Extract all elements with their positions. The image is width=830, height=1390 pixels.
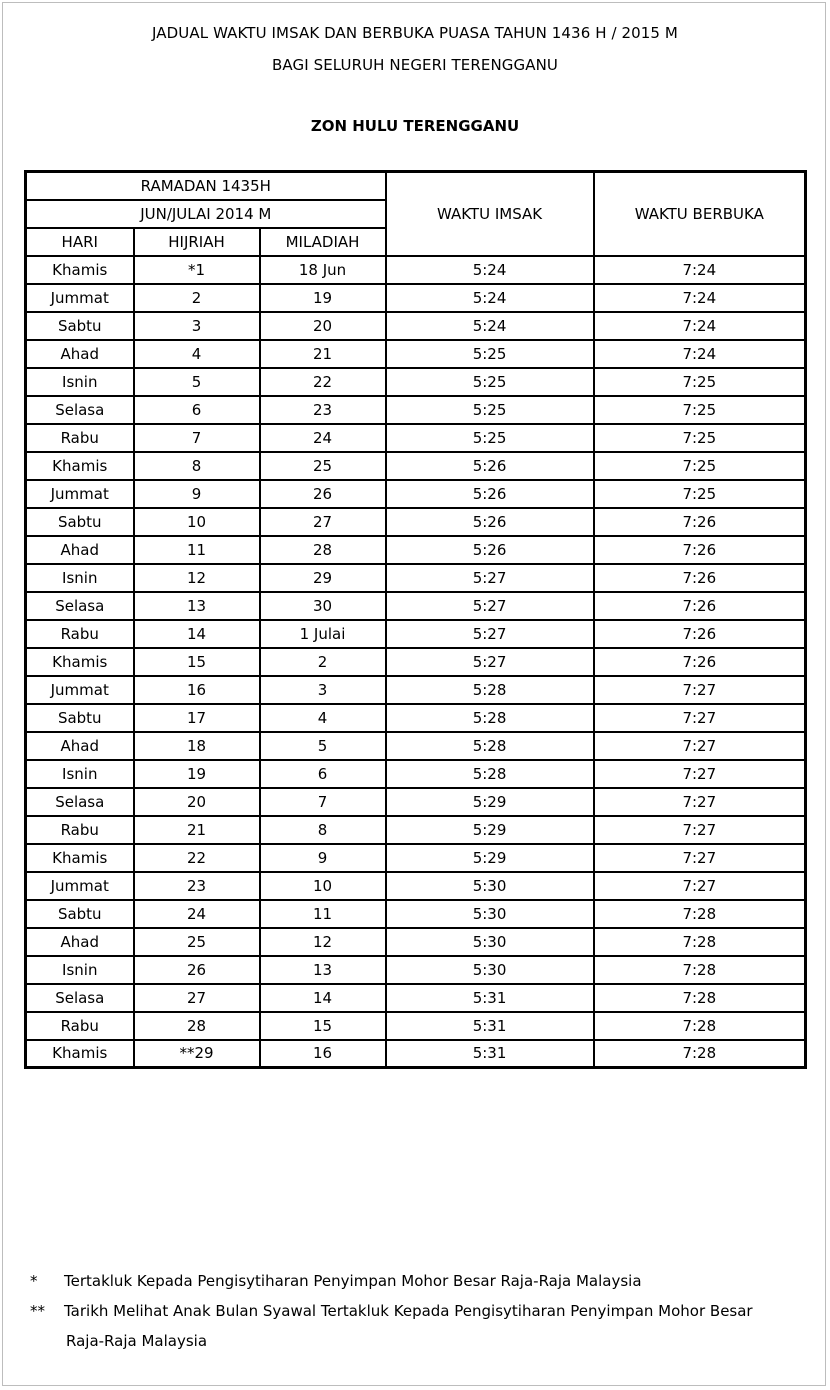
hari-cell: Rabu xyxy=(26,816,134,844)
miladiah-cell: 8 xyxy=(260,816,386,844)
hari-cell: Isnin xyxy=(26,956,134,984)
berbuka-cell: 7:27 xyxy=(594,760,806,788)
table-row xyxy=(26,844,806,872)
footnote-2-continuation: Raja-Raja Malaysia xyxy=(66,1332,208,1350)
hari-cell: Selasa xyxy=(26,788,134,816)
hijriah-cell: 14 xyxy=(134,620,260,648)
hari-cell: Ahad xyxy=(26,928,134,956)
berbuka-cell: 7:26 xyxy=(594,620,806,648)
miladiah-cell: 15 xyxy=(260,1012,386,1040)
miladiah-cell: 27 xyxy=(260,508,386,536)
hijriah-cell: 3 xyxy=(134,312,260,340)
hijriah-cell: 9 xyxy=(134,480,260,508)
imsak-cell: 5:25 xyxy=(386,424,594,452)
miladiah-cell: 26 xyxy=(260,480,386,508)
table-row xyxy=(26,648,806,676)
imsak-cell: 5:24 xyxy=(386,312,594,340)
miladiah-cell: 29 xyxy=(260,564,386,592)
table-row xyxy=(26,620,806,648)
hari-cell: Isnin xyxy=(26,760,134,788)
imsak-cell: 5:29 xyxy=(386,816,594,844)
imsak-cell: 5:30 xyxy=(386,928,594,956)
imsak-cell: 5:29 xyxy=(386,844,594,872)
hari-cell: Isnin xyxy=(26,564,134,592)
berbuka-cell: 7:27 xyxy=(594,676,806,704)
hari-cell: Khamis xyxy=(26,256,134,284)
hari-cell: Ahad xyxy=(26,340,134,368)
table-row xyxy=(26,480,806,508)
hari-cell: Khamis xyxy=(26,452,134,480)
berbuka-cell: 7:26 xyxy=(594,648,806,676)
hari-cell: Selasa xyxy=(26,984,134,1012)
table-row xyxy=(26,1012,806,1040)
footnote-text: Tarikh Melihat Anak Bulan Syawal Tertakluk Kepada Pengisytiharan Penyimpan Mohor Besar xyxy=(64,1302,753,1320)
hari-cell: Sabtu xyxy=(26,704,134,732)
miladiah-cell: 12 xyxy=(260,928,386,956)
document-title: JADUAL WAKTU IMSAK DAN BERBUKA PUASA TAHUN 1436 H / 2015 M xyxy=(152,24,678,42)
hari-cell: Selasa xyxy=(26,592,134,620)
table-row xyxy=(26,340,806,368)
imsak-cell: 5:31 xyxy=(386,1040,594,1068)
berbuka-cell: 7:27 xyxy=(594,844,806,872)
berbuka-cell: 7:28 xyxy=(594,1040,806,1068)
hijriah-cell: 27 xyxy=(134,984,260,1012)
berbuka-cell: 7:27 xyxy=(594,816,806,844)
berbuka-cell: 7:27 xyxy=(594,732,806,760)
table-row xyxy=(26,788,806,816)
hijriah-cell: 15 xyxy=(134,648,260,676)
hari-cell: Rabu xyxy=(26,424,134,452)
hijriah-cell: 12 xyxy=(134,564,260,592)
hari-cell: Ahad xyxy=(26,536,134,564)
hijriah-cell: 23 xyxy=(134,872,260,900)
hari-cell: Khamis xyxy=(26,648,134,676)
table-row xyxy=(26,424,806,452)
footnote-text: Tertakluk Kepada Pengisytiharan Penyimpan Mohor Besar Raja-Raja Malaysia xyxy=(64,1272,642,1290)
imsak-cell: 5:31 xyxy=(386,984,594,1012)
table-row xyxy=(26,368,806,396)
miladiah-cell: 18 Jun xyxy=(260,256,386,284)
berbuka-header: WAKTU BERBUKA xyxy=(594,172,806,256)
miladiah-cell: 22 xyxy=(260,368,386,396)
berbuka-cell: 7:27 xyxy=(594,788,806,816)
berbuka-cell: 7:24 xyxy=(594,312,806,340)
miladiah-cell: 20 xyxy=(260,312,386,340)
imsak-cell: 5:27 xyxy=(386,592,594,620)
miladiah-cell: 10 xyxy=(260,872,386,900)
miladiah-cell: 23 xyxy=(260,396,386,424)
hari-cell: Sabtu xyxy=(26,312,134,340)
miladiah-cell: 25 xyxy=(260,452,386,480)
hari-cell: Jummat xyxy=(26,480,134,508)
hijriah-cell: 4 xyxy=(134,340,260,368)
imsak-cell: 5:28 xyxy=(386,732,594,760)
imsak-cell: 5:30 xyxy=(386,872,594,900)
hari-cell: Isnin xyxy=(26,368,134,396)
berbuka-cell: 7:24 xyxy=(594,284,806,312)
table-row xyxy=(26,284,806,312)
miladiah-cell: 7 xyxy=(260,788,386,816)
berbuka-cell: 7:28 xyxy=(594,900,806,928)
miladiah-cell: 14 xyxy=(260,984,386,1012)
berbuka-cell: 7:28 xyxy=(594,956,806,984)
schedule-body xyxy=(26,256,806,1068)
hari-cell: Jummat xyxy=(26,676,134,704)
imsak-cell: 5:24 xyxy=(386,284,594,312)
berbuka-cell: 7:24 xyxy=(594,256,806,284)
imsak-cell: 5:31 xyxy=(386,1012,594,1040)
miladiah-cell: 9 xyxy=(260,844,386,872)
hari-cell: Rabu xyxy=(26,620,134,648)
table-row xyxy=(26,452,806,480)
table-row xyxy=(26,928,806,956)
footnote-2 xyxy=(30,1296,810,1326)
imsak-cell: 5:30 xyxy=(386,956,594,984)
miladiah-cell: 6 xyxy=(260,760,386,788)
miladiah-cell: 16 xyxy=(260,1040,386,1068)
hijriah-cell: 7 xyxy=(134,424,260,452)
hijriah-cell: 25 xyxy=(134,928,260,956)
berbuka-cell: 7:24 xyxy=(594,340,806,368)
hijriah-cell: 16 xyxy=(134,676,260,704)
miladiah-header: MILADIAH xyxy=(260,228,386,256)
hijriah-cell: *1 xyxy=(134,256,260,284)
berbuka-cell: 7:27 xyxy=(594,872,806,900)
hijriah-cell: 5 xyxy=(134,368,260,396)
hijriah-cell: 26 xyxy=(134,956,260,984)
table-row xyxy=(26,816,806,844)
berbuka-cell: 7:25 xyxy=(594,396,806,424)
table-row xyxy=(26,760,806,788)
table-row xyxy=(26,592,806,620)
hari-header: HARI xyxy=(26,228,134,256)
miladiah-cell: 1 Julai xyxy=(260,620,386,648)
hijriah-cell: 11 xyxy=(134,536,260,564)
berbuka-cell: 7:26 xyxy=(594,508,806,536)
miladiah-cell: 21 xyxy=(260,340,386,368)
imsak-cell: 5:25 xyxy=(386,368,594,396)
footnote-mark: * xyxy=(30,1272,38,1290)
miladiah-cell: 3 xyxy=(260,676,386,704)
hijriah-cell: 8 xyxy=(134,452,260,480)
table-row xyxy=(26,256,806,284)
imsak-cell: 5:25 xyxy=(386,340,594,368)
table-row xyxy=(26,564,806,592)
imsak-cell: 5:28 xyxy=(386,676,594,704)
imsak-cell: 5:24 xyxy=(386,256,594,284)
miladiah-cell: 28 xyxy=(260,536,386,564)
imsak-cell: 5:28 xyxy=(386,760,594,788)
berbuka-cell: 7:28 xyxy=(594,984,806,1012)
hijriah-cell: 6 xyxy=(134,396,260,424)
berbuka-cell: 7:27 xyxy=(594,704,806,732)
berbuka-cell: 7:28 xyxy=(594,1012,806,1040)
hijriah-cell: 17 xyxy=(134,704,260,732)
imsak-cell: 5:30 xyxy=(386,900,594,928)
hijriah-cell: **29 xyxy=(134,1040,260,1068)
berbuka-cell: 7:25 xyxy=(594,452,806,480)
table-row xyxy=(26,676,806,704)
imsak-cell: 5:26 xyxy=(386,536,594,564)
miladiah-cell: 5 xyxy=(260,732,386,760)
hari-cell: Jummat xyxy=(26,284,134,312)
hijriah-cell: 24 xyxy=(134,900,260,928)
miladiah-cell: 19 xyxy=(260,284,386,312)
imsak-cell: 5:26 xyxy=(386,508,594,536)
berbuka-cell: 7:25 xyxy=(594,480,806,508)
hijriah-cell: 28 xyxy=(134,1012,260,1040)
table-row xyxy=(26,536,806,564)
table-row xyxy=(26,508,806,536)
hari-cell: Selasa xyxy=(26,396,134,424)
footnote-mark: ** xyxy=(30,1302,45,1320)
imsak-cell: 5:26 xyxy=(386,452,594,480)
miladiah-cell: 30 xyxy=(260,592,386,620)
table-row xyxy=(26,984,806,1012)
hijriah-cell: 19 xyxy=(134,760,260,788)
table-row xyxy=(26,872,806,900)
berbuka-cell: 7:26 xyxy=(594,592,806,620)
footnote-1 xyxy=(30,1266,810,1296)
table-row xyxy=(26,312,806,340)
hari-cell: Sabtu xyxy=(26,900,134,928)
berbuka-cell: 7:28 xyxy=(594,928,806,956)
berbuka-cell: 7:25 xyxy=(594,424,806,452)
imsak-cell: 5:25 xyxy=(386,396,594,424)
miladiah-cell: 13 xyxy=(260,956,386,984)
hari-cell: Rabu xyxy=(26,1012,134,1040)
table-row xyxy=(26,732,806,760)
hijriah-cell: 22 xyxy=(134,844,260,872)
schedule-table xyxy=(24,170,807,1069)
month-header: JUN/JULAI 2014 M xyxy=(26,200,386,228)
imsak-header: WAKTU IMSAK xyxy=(386,172,594,256)
imsak-cell: 5:28 xyxy=(386,704,594,732)
table-row xyxy=(26,1040,806,1068)
hari-cell: Ahad xyxy=(26,732,134,760)
imsak-cell: 5:29 xyxy=(386,788,594,816)
imsak-cell: 5:26 xyxy=(386,480,594,508)
document-subtitle: BAGI SELURUH NEGERI TERENGGANU xyxy=(271,56,559,74)
hari-cell: Sabtu xyxy=(26,508,134,536)
miladiah-cell: 11 xyxy=(260,900,386,928)
table-row xyxy=(26,900,806,928)
hijriah-cell: 13 xyxy=(134,592,260,620)
footnotes xyxy=(30,1266,810,1356)
hijriah-cell: 21 xyxy=(134,816,260,844)
ramadan-header: RAMADAN 1435H xyxy=(26,172,386,200)
table-row xyxy=(26,396,806,424)
hijriah-header: HIJRIAH xyxy=(134,228,260,256)
hari-cell: Khamis xyxy=(26,1040,134,1068)
imsak-cell: 5:27 xyxy=(386,648,594,676)
hijriah-cell: 2 xyxy=(134,284,260,312)
berbuka-cell: 7:26 xyxy=(594,564,806,592)
miladiah-cell: 24 xyxy=(260,424,386,452)
hari-cell: Khamis xyxy=(26,844,134,872)
imsak-cell: 5:27 xyxy=(386,620,594,648)
berbuka-cell: 7:25 xyxy=(594,368,806,396)
table-row xyxy=(26,704,806,732)
miladiah-cell: 4 xyxy=(260,704,386,732)
hari-cell: Jummat xyxy=(26,872,134,900)
hijriah-cell: 18 xyxy=(134,732,260,760)
hijriah-cell: 20 xyxy=(134,788,260,816)
hijriah-cell: 10 xyxy=(134,508,260,536)
berbuka-cell: 7:26 xyxy=(594,536,806,564)
zone-title: ZON HULU TERENGGANU xyxy=(310,117,520,135)
table-row xyxy=(26,956,806,984)
imsak-cell: 5:27 xyxy=(386,564,594,592)
miladiah-cell: 2 xyxy=(260,648,386,676)
